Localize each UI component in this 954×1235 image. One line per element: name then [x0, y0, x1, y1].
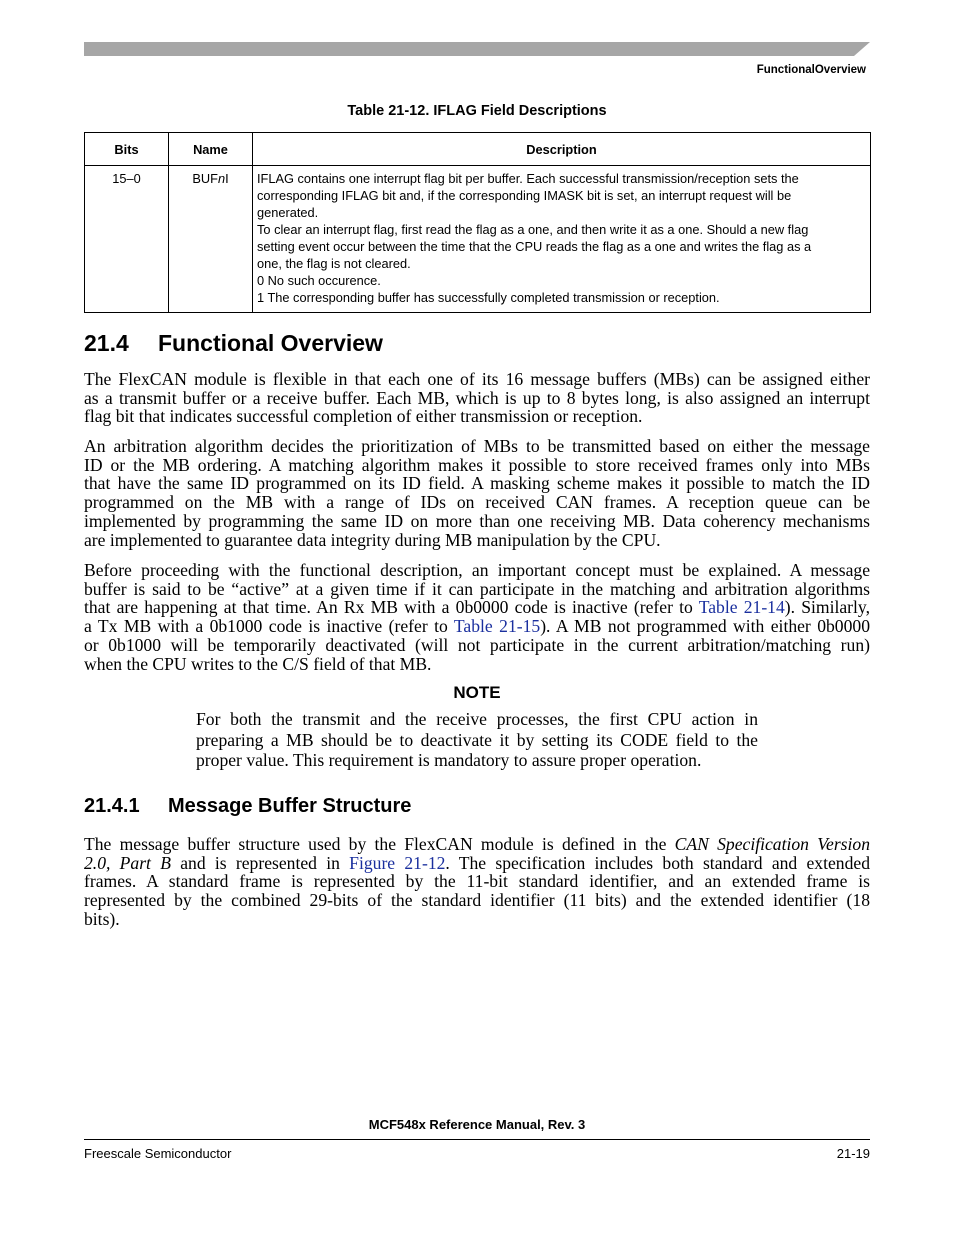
column-header-name: Name: [169, 133, 253, 166]
section-number: 21.4: [84, 330, 129, 356]
description-line: 1 The corresponding buffer has successfully completed transmission or reception.: [257, 290, 720, 305]
running-head: FunctionalOverview: [756, 64, 866, 76]
text-run: that are happening at that time. An Rx MB with a 0b0000 code is inactive (refer to: [84, 597, 699, 618]
paragraph-line: [84, 835, 870, 854]
paragraph-active-buffer: [84, 561, 870, 673]
paragraph-line: as a transmit buffer or a receive buffer. Each MB, which is up to 8 bytes long, is also assigned an interrupt: [84, 387, 870, 408]
link-table-21-14[interactable]: Table 21-14: [698, 597, 785, 618]
description-line: IFLAG contains one interrupt flag bit per buffer. Each successful transmission/reception sets the: [257, 171, 799, 186]
citation-text: CAN Specification Version: [674, 834, 870, 854]
paragraph-line: Before proceeding with the functional description, an important concept must be explained. A message: [84, 560, 870, 580]
paragraph-flexcan-intro: [84, 370, 870, 426]
note-line: preparing a MB should be to deactivate it by setting its CODE field to the: [196, 729, 758, 750]
paragraph-line: [84, 617, 870, 636]
paragraph-line: [84, 598, 870, 617]
text-run: ). A MB not programmed with either 0b0000: [540, 616, 870, 637]
paragraph-line: [84, 854, 870, 873]
description-line: generated.: [257, 205, 319, 220]
section-heading: [84, 330, 383, 357]
paragraph-line: flag bit that indicates successful completion of either transmission or reception.: [84, 406, 643, 427]
paragraph-line: are implemented to guarantee data integrity during MB manipulation by the CPU.: [84, 529, 661, 550]
paragraph-line: bits).: [84, 908, 120, 929]
description-line: To clear an interrupt flag, first read the flag as a one, and then write it as a one. Should a new flag: [257, 222, 809, 237]
footer-divider: [84, 1139, 870, 1140]
subsection-title: Message Buffer Structure: [168, 795, 412, 817]
note-line: For both the transmit and the receive processes, the first CPU action in: [196, 709, 758, 729]
paragraph-line: represented by the combined 29-bits of the standard identifier (11 bits) and the extended identifier (18: [84, 890, 870, 911]
note-body: [196, 709, 758, 771]
text-run: a Tx MB with a 0b1000 code is inactive (refer to: [84, 616, 454, 637]
paragraph-line: An arbitration algorithm decides the prioritization of MBs to be transmitted based on either the message: [84, 436, 870, 456]
description-line: 0 No such occurence.: [257, 273, 381, 288]
footer-publisher: Freescale Semiconductor: [84, 1146, 232, 1161]
citation-text: 2.0, Part B: [84, 852, 171, 873]
subsection-heading: [84, 795, 411, 818]
cell-name: [169, 166, 253, 313]
column-header-description: Description: [253, 133, 871, 166]
description-line: setting event occur between the time that the CPU reads the flag as a one and writes the flag as a: [257, 239, 812, 254]
paragraph-line: ID or the MB ordering. A matching algorithm makes it possible to store received frames only into MBs: [84, 454, 870, 475]
text-run: ). Similarly,: [784, 597, 870, 618]
paragraph-arbitration: [84, 437, 870, 549]
paragraph-message-buffer: [84, 835, 870, 929]
paragraph-line: frames. A standard frame is represented by the 11-bit standard identifier, and an extended frame is: [84, 871, 870, 892]
name-suffix: I: [225, 171, 229, 186]
paragraph-line: or 0b1000 will be temporarily deactivated (will not participate in the current arbitration/matching run): [84, 634, 870, 655]
table-row: [85, 166, 871, 313]
description-line: one, the flag is not cleared.: [257, 256, 411, 271]
section-title: Functional Overview: [158, 330, 383, 356]
paragraph-line: when the CPU writes to the C/S field of that MB.: [84, 653, 432, 674]
footer-title: MCF548x Reference Manual, Rev. 3: [368, 1117, 586, 1132]
note-title: NOTE: [453, 683, 501, 702]
paragraph-line: programmed on the MB with a range of IDs on received CAN frames. A reception queue can be: [84, 492, 870, 513]
description-line: corresponding IFLAG bit and, if the corresponding IMASK bit is set, an interrupt request will be: [257, 188, 792, 203]
cell-bits: 15–0: [85, 166, 169, 313]
header-bar: [84, 42, 870, 56]
iflag-field-table: [84, 132, 871, 313]
paragraph-line: implemented by programming the same ID on more than one receiving MB. Data coherency mechanisms: [84, 510, 870, 531]
text-run: The message buffer structure used by the FlexCAN module is defined in the: [84, 834, 675, 854]
cell-description: [253, 166, 871, 313]
text-run: . The specification includes both standard and extended: [445, 852, 870, 873]
link-table-21-15[interactable]: Table 21-15: [453, 616, 541, 637]
header-bar-graphic: [84, 42, 870, 56]
name-prefix: BUF: [192, 171, 218, 186]
name-italic: n: [217, 171, 226, 186]
table-header-row: [85, 133, 871, 166]
paragraph-line: that have the same ID programmed on its ID field. A masking scheme makes it possible to match the ID: [84, 473, 870, 494]
table-caption: Table 21-12. IFLAG Field Descriptions: [347, 103, 607, 119]
paragraph-line: buffer is said to be “active” at a given time if it can participate in the matching and arbitration algorithms: [84, 578, 870, 599]
footer-page-number: 21-19: [836, 1146, 870, 1161]
link-figure-21-12[interactable]: Figure 21-12: [349, 852, 446, 873]
subsection-number: 21.4.1: [84, 795, 140, 817]
column-header-bits: Bits: [85, 133, 169, 166]
paragraph-line: The FlexCAN module is flexible in that each one of its 16 message buffers (MBs) can be assigned either: [84, 369, 870, 389]
text-run: and is represented in: [170, 852, 350, 873]
note-line: proper value. This requirement is mandatory to assure proper operation.: [196, 750, 702, 770]
